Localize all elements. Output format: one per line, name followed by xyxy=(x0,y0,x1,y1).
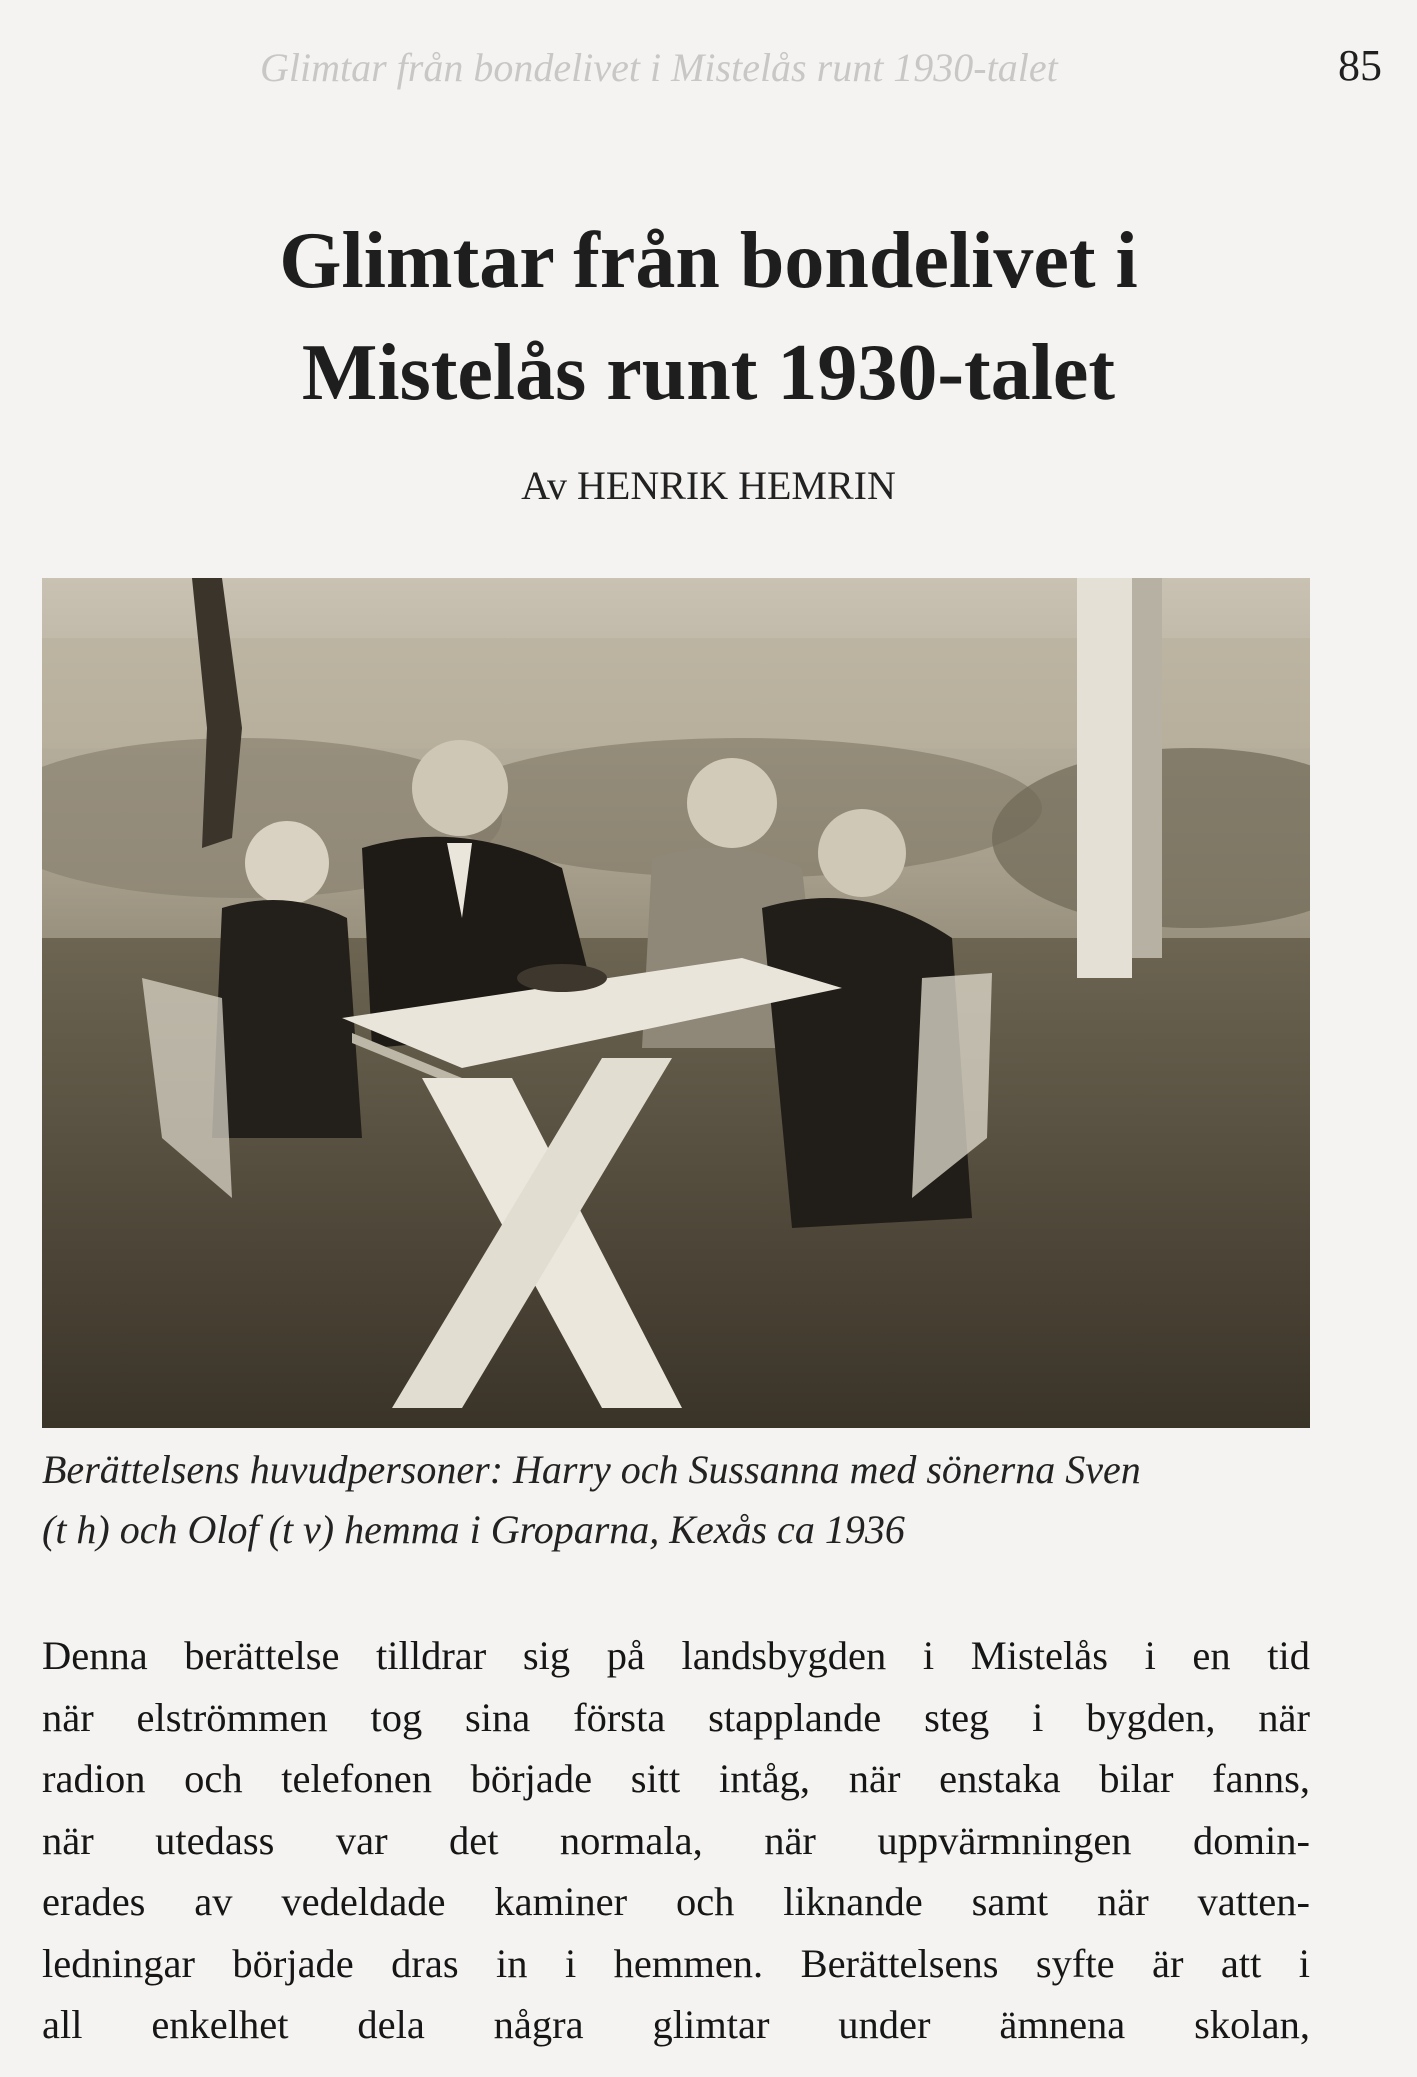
photo-caption xyxy=(42,1440,1382,1560)
body-line: all enkelhet dela några glimtar under ämnena skolan, xyxy=(42,2002,1310,2047)
body-line: erades av vedeldade kaminer och liknande samt när vatten- xyxy=(42,1879,1310,1924)
title-line-2: Mistelås runt 1930-talet xyxy=(301,329,1116,417)
title-line-1: Glimtar från bondelivet i xyxy=(279,217,1138,305)
byline: Av HENRIK HEMRIN xyxy=(521,463,896,508)
running-head: Glimtar från bondelivet i Mistelås runt 1930-talet xyxy=(260,45,1058,90)
body-line: när elströmmen tog sina första stapplande steg i bygden, när xyxy=(42,1694,1310,1740)
body-line: ledningar började dras in i hemmen. Berättelsens syfte är att i xyxy=(42,1940,1310,1986)
body-line: radion och telefonen började sitt intåg, när enstaka bilar fanns, xyxy=(42,1756,1310,1801)
body-paragraph xyxy=(42,1625,1310,2056)
caption-line: Berättelsens huvudpersoner: Harry och Sussanna med sönerna Sven xyxy=(42,1447,1141,1492)
page-number: 85 xyxy=(1338,41,1382,90)
family-photo xyxy=(42,578,1310,1428)
body-line: när utedass var det normala, när uppvärmningen domin- xyxy=(42,1817,1310,1863)
body-line: Denna berättelse tilldrar sig på landsbygden i Mistelås i en tid xyxy=(42,1633,1310,1678)
caption-line: (t h) och Olof (t v) hemma i Groparna, Kexås ca 1936 xyxy=(42,1507,905,1552)
article-title xyxy=(0,205,1417,429)
